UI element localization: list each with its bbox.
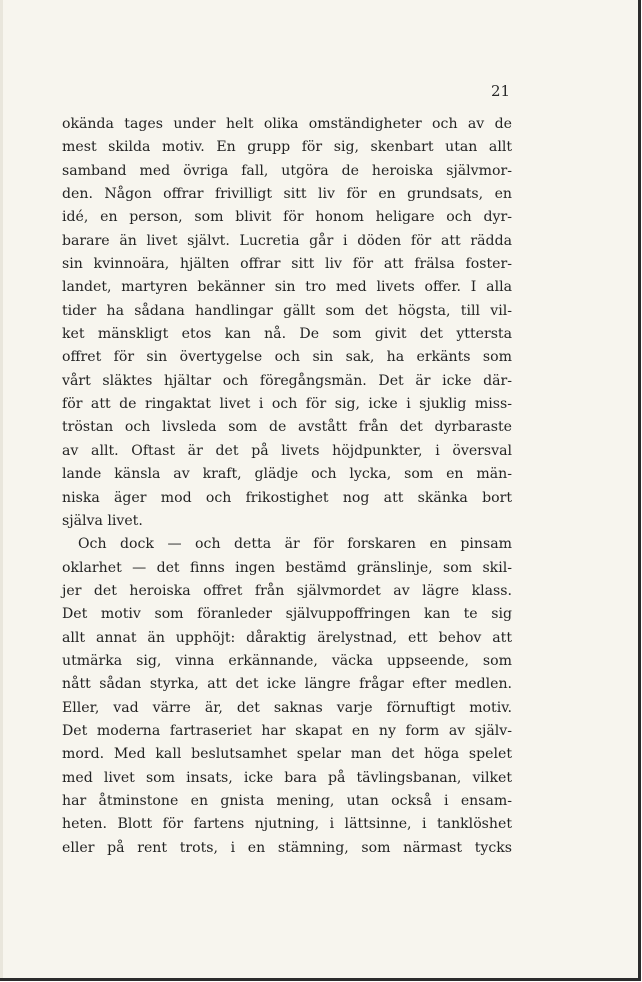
body-text [62, 113, 512, 860]
page-number: 21 [491, 82, 511, 100]
text-line: Det moderna fartraseriet har skapat en ny form av själv- [62, 722, 512, 739]
text-line: oklarhet — det finns ingen bestämd gränslinje, som skil- [62, 559, 512, 576]
text-line: mest skilda motiv. En grupp för sig, skenbart utan allt [62, 139, 512, 156]
text-line: ket mänskligt etos kan nå. De som givit det yttersta [62, 326, 512, 343]
text-line: Eller, vad värre är, det saknas varje förnuftigt motiv. [62, 699, 512, 716]
text-line: niska äger mod och frikostighet nog att skänka bort [62, 489, 512, 506]
text-line: nått sådan styrka, att det icke längre frågar efter medlen. [62, 676, 512, 693]
page-edge [0, 0, 3, 978]
text-line: barare än livet självt. Lucretia går i döden för att rädda [62, 232, 512, 249]
text-line: landet, martyren bekänner sin tro med livets offer. I alla [62, 279, 512, 296]
text-line: den. Någon offrar frivilligt sitt liv för en grundsats, en [62, 186, 512, 203]
text-line: med livet som insats, icke bara på tävlingsbanan, vilket [62, 769, 512, 786]
text-line: allt annat än upphöjt: dåraktig ärelystnad, ett behov att [62, 629, 512, 646]
text-line: jer det heroiska offret från självmordet av lägre klass. [62, 582, 512, 599]
text-line: utmärka sig, vinna erkännande, väcka uppseende, som [62, 652, 512, 669]
text-line: offret för sin övertygelse och sin sak, ha erkänts som [62, 349, 512, 366]
text-line: Det motiv som föranleder självuppoffringen kan te sig [62, 606, 512, 623]
text-line: själva livet. [62, 512, 143, 529]
text-line: mord. Med kall beslutsamhet spelar man det höga spelet [62, 746, 512, 763]
text-line: har åtminstone en gnista mening, utan också i ensam- [62, 792, 512, 809]
text-line: sin kvinnoära, hjälten offrar sitt liv för att frälsa foster- [62, 256, 512, 273]
text-line: lande känsla av kraft, glädje och lycka, som en män- [62, 466, 512, 483]
text-line: tider ha sådana handlingar gällt som det högsta, till vil- [62, 302, 512, 319]
text-line: okända tages under helt olika omständigheter och av de [62, 116, 512, 132]
text-line: av allt. Oftast är det på livets höjdpunkter, i översval [62, 442, 512, 459]
text-line: idé, en person, som blivit för honom heligare och dyr- [62, 209, 512, 226]
text-line: samband med övriga fall, utgöra de heroiska självmor- [62, 162, 512, 179]
text-line: Och dock — och detta är för forskaren en pinsam [78, 536, 512, 553]
text-line: tröstan och livsleda som de avstått från det dyrbaraste [62, 419, 512, 436]
text-line: eller på rent trots, i en stämning, som närmast tycks [62, 839, 512, 856]
text-line: vårt släktes hjältar och föregångsmän. Det är icke där- [62, 372, 512, 389]
text-line: för att de ringaktat livet i och för sig, icke i sjuklig miss- [62, 396, 512, 413]
text-line: heten. Blott för fartens njutning, i lättsinne, i tanklöshet [62, 816, 512, 833]
